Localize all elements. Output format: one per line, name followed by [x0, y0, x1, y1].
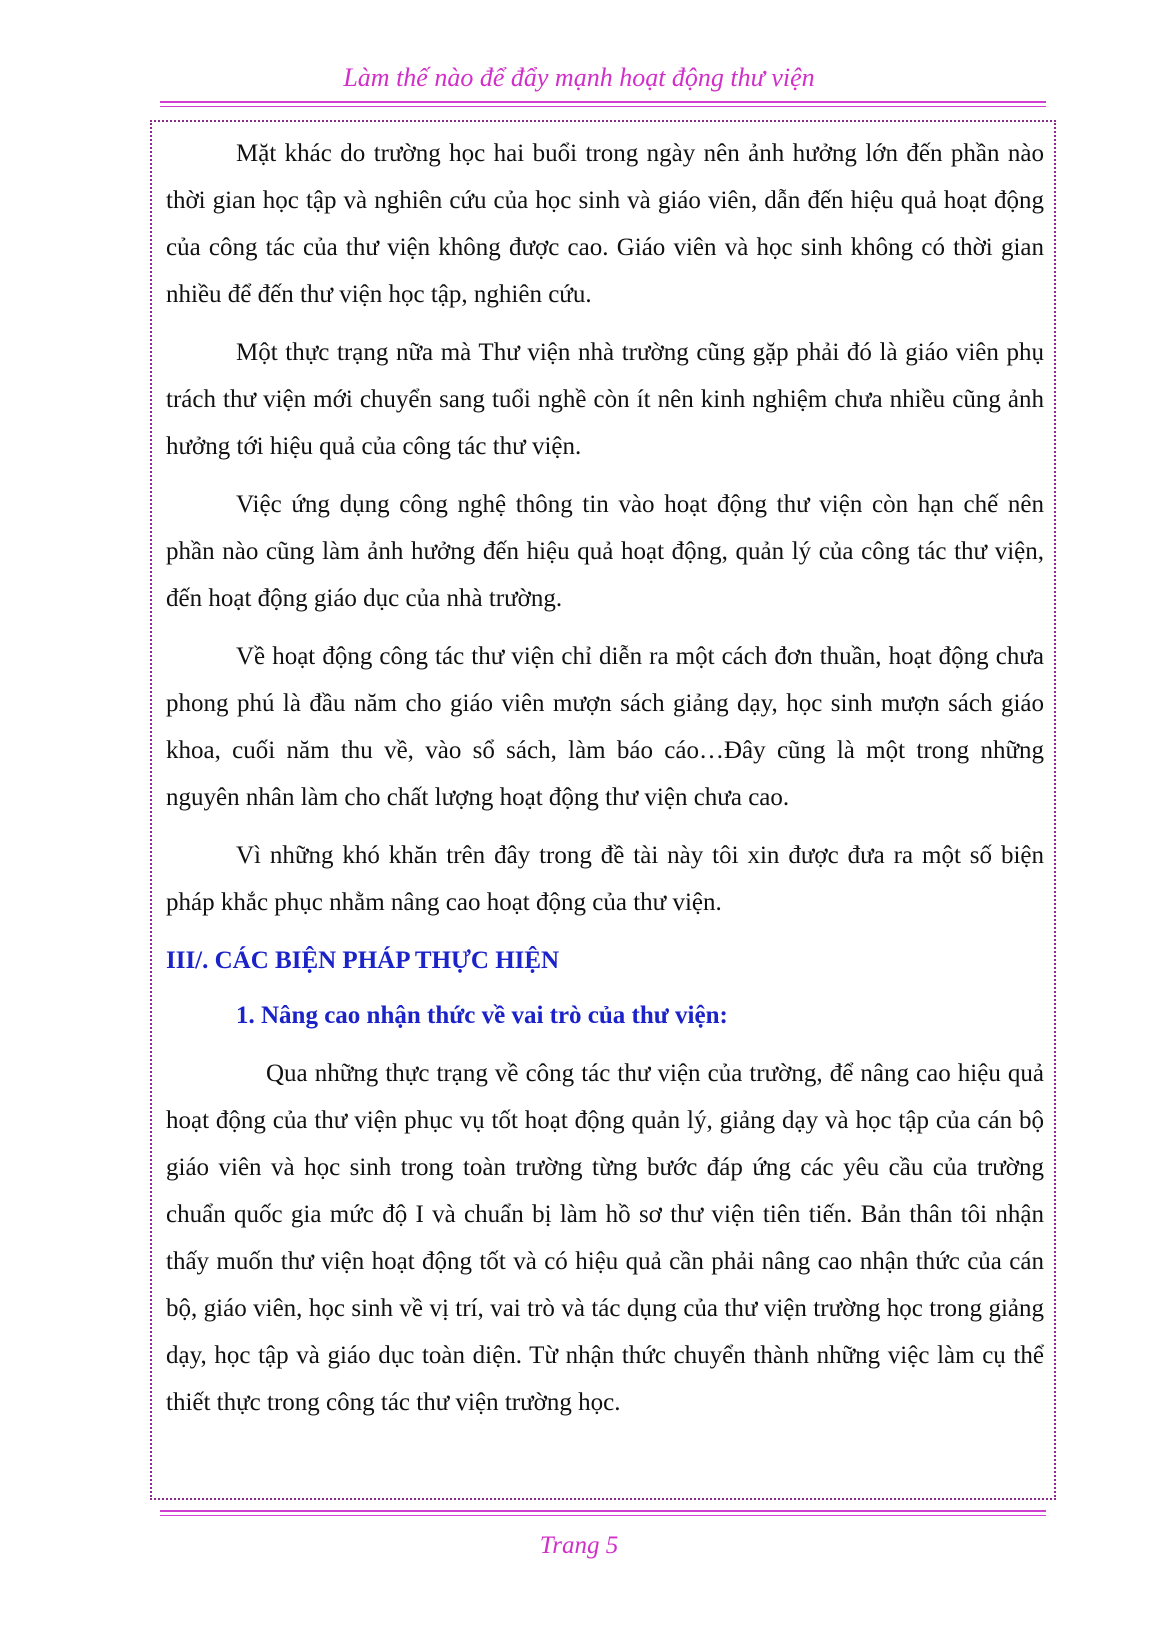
footer-rule	[160, 1510, 1046, 1516]
paragraph: Việc ứng dụng công nghệ thông tin vào hoạt động thư viện còn hạn chế nên phần nào cũng làm ảnh hưởng đến hiệu quả hoạt động, quản lý của công tác thư viện, đến hoạt động giáo dục của nhà trường.	[166, 491, 1044, 612]
page-header-title: Làm thế nào để đẩy mạnh hoạt động thư viện	[343, 63, 815, 92]
paragraph: Một thực trạng nữa mà Thư viện nhà trường cũng gặp phải đó là giáo viên phụ trách thư viện mới chuyển sang tuổi nghề còn ít nên kinh nghiệm chưa nhiều cũng ảnh hưởng tới hiệu quả của công tác thư viện.	[166, 339, 1044, 460]
paragraph: Về hoạt động công tác thư viện chỉ diễn ra một cách đơn thuần, hoạt động chưa phong phú là đầu năm cho giáo viên mượn sách giảng dạy, học sinh mượn sách giáo khoa, cuối năm thu về, vào sổ sách, làm báo cáo…Đây cũng là một trong những nguyên nhân làm cho chất lượng hoạt động thư viện chưa cao.	[166, 643, 1044, 811]
paragraph: Mặt khác do trường học hai buổi trong ngày nên ảnh hưởng lớn đến phần nào thời gian học tập và nghiên cứu của học sinh và giáo viên, dẫn đến hiệu quả hoạt động của công tác của thư viện không được cao. Giáo viên và học sinh không có thời gian nhiều để đến thư viện học tập, nghiên cứu.	[166, 140, 1044, 308]
paragraph: Qua những thực trạng về công tác thư viện của trường, để nâng cao hiệu quả hoạt động của thư viện phục vụ tốt hoạt động quản lý, giảng dạy và học tập của cán bộ giáo viên và học sinh trong toàn trường từng bước đáp ứng các yêu cầu của trường chuẩn quốc gia mức độ I và chuẩn bị làm hồ sơ thư viện tiên tiến. Bản thân tôi nhận thấy muốn thư viện hoạt động tốt và có hiệu quả cần phải nâng cao nhận thức của cán bộ, giáo viên, học sinh về vị trí, vai trò và tác dụng của thư viện trường học trong giảng dạy, học tập và giáo dục toàn diện. Từ nhận thức chuyển thành những việc làm cụ thể thiết thực trong công tác thư viện trường học.	[166, 1060, 1044, 1416]
paragraph: Vì những khó khăn trên đây trong đề tài này tôi xin được đưa ra một số biện pháp khắc phục nhằm nâng cao hoạt động của thư viện.	[166, 842, 1044, 916]
section-heading: III/. CÁC BIỆN PHÁP THỰC HIỆN	[166, 947, 560, 974]
document-body	[166, 130, 1044, 1437]
header-rule	[160, 101, 1046, 107]
page-number: Trang 5	[539, 1532, 619, 1559]
subsection-heading: 1. Nâng cao nhận thức về vai trò của thư viện:	[236, 1002, 728, 1029]
